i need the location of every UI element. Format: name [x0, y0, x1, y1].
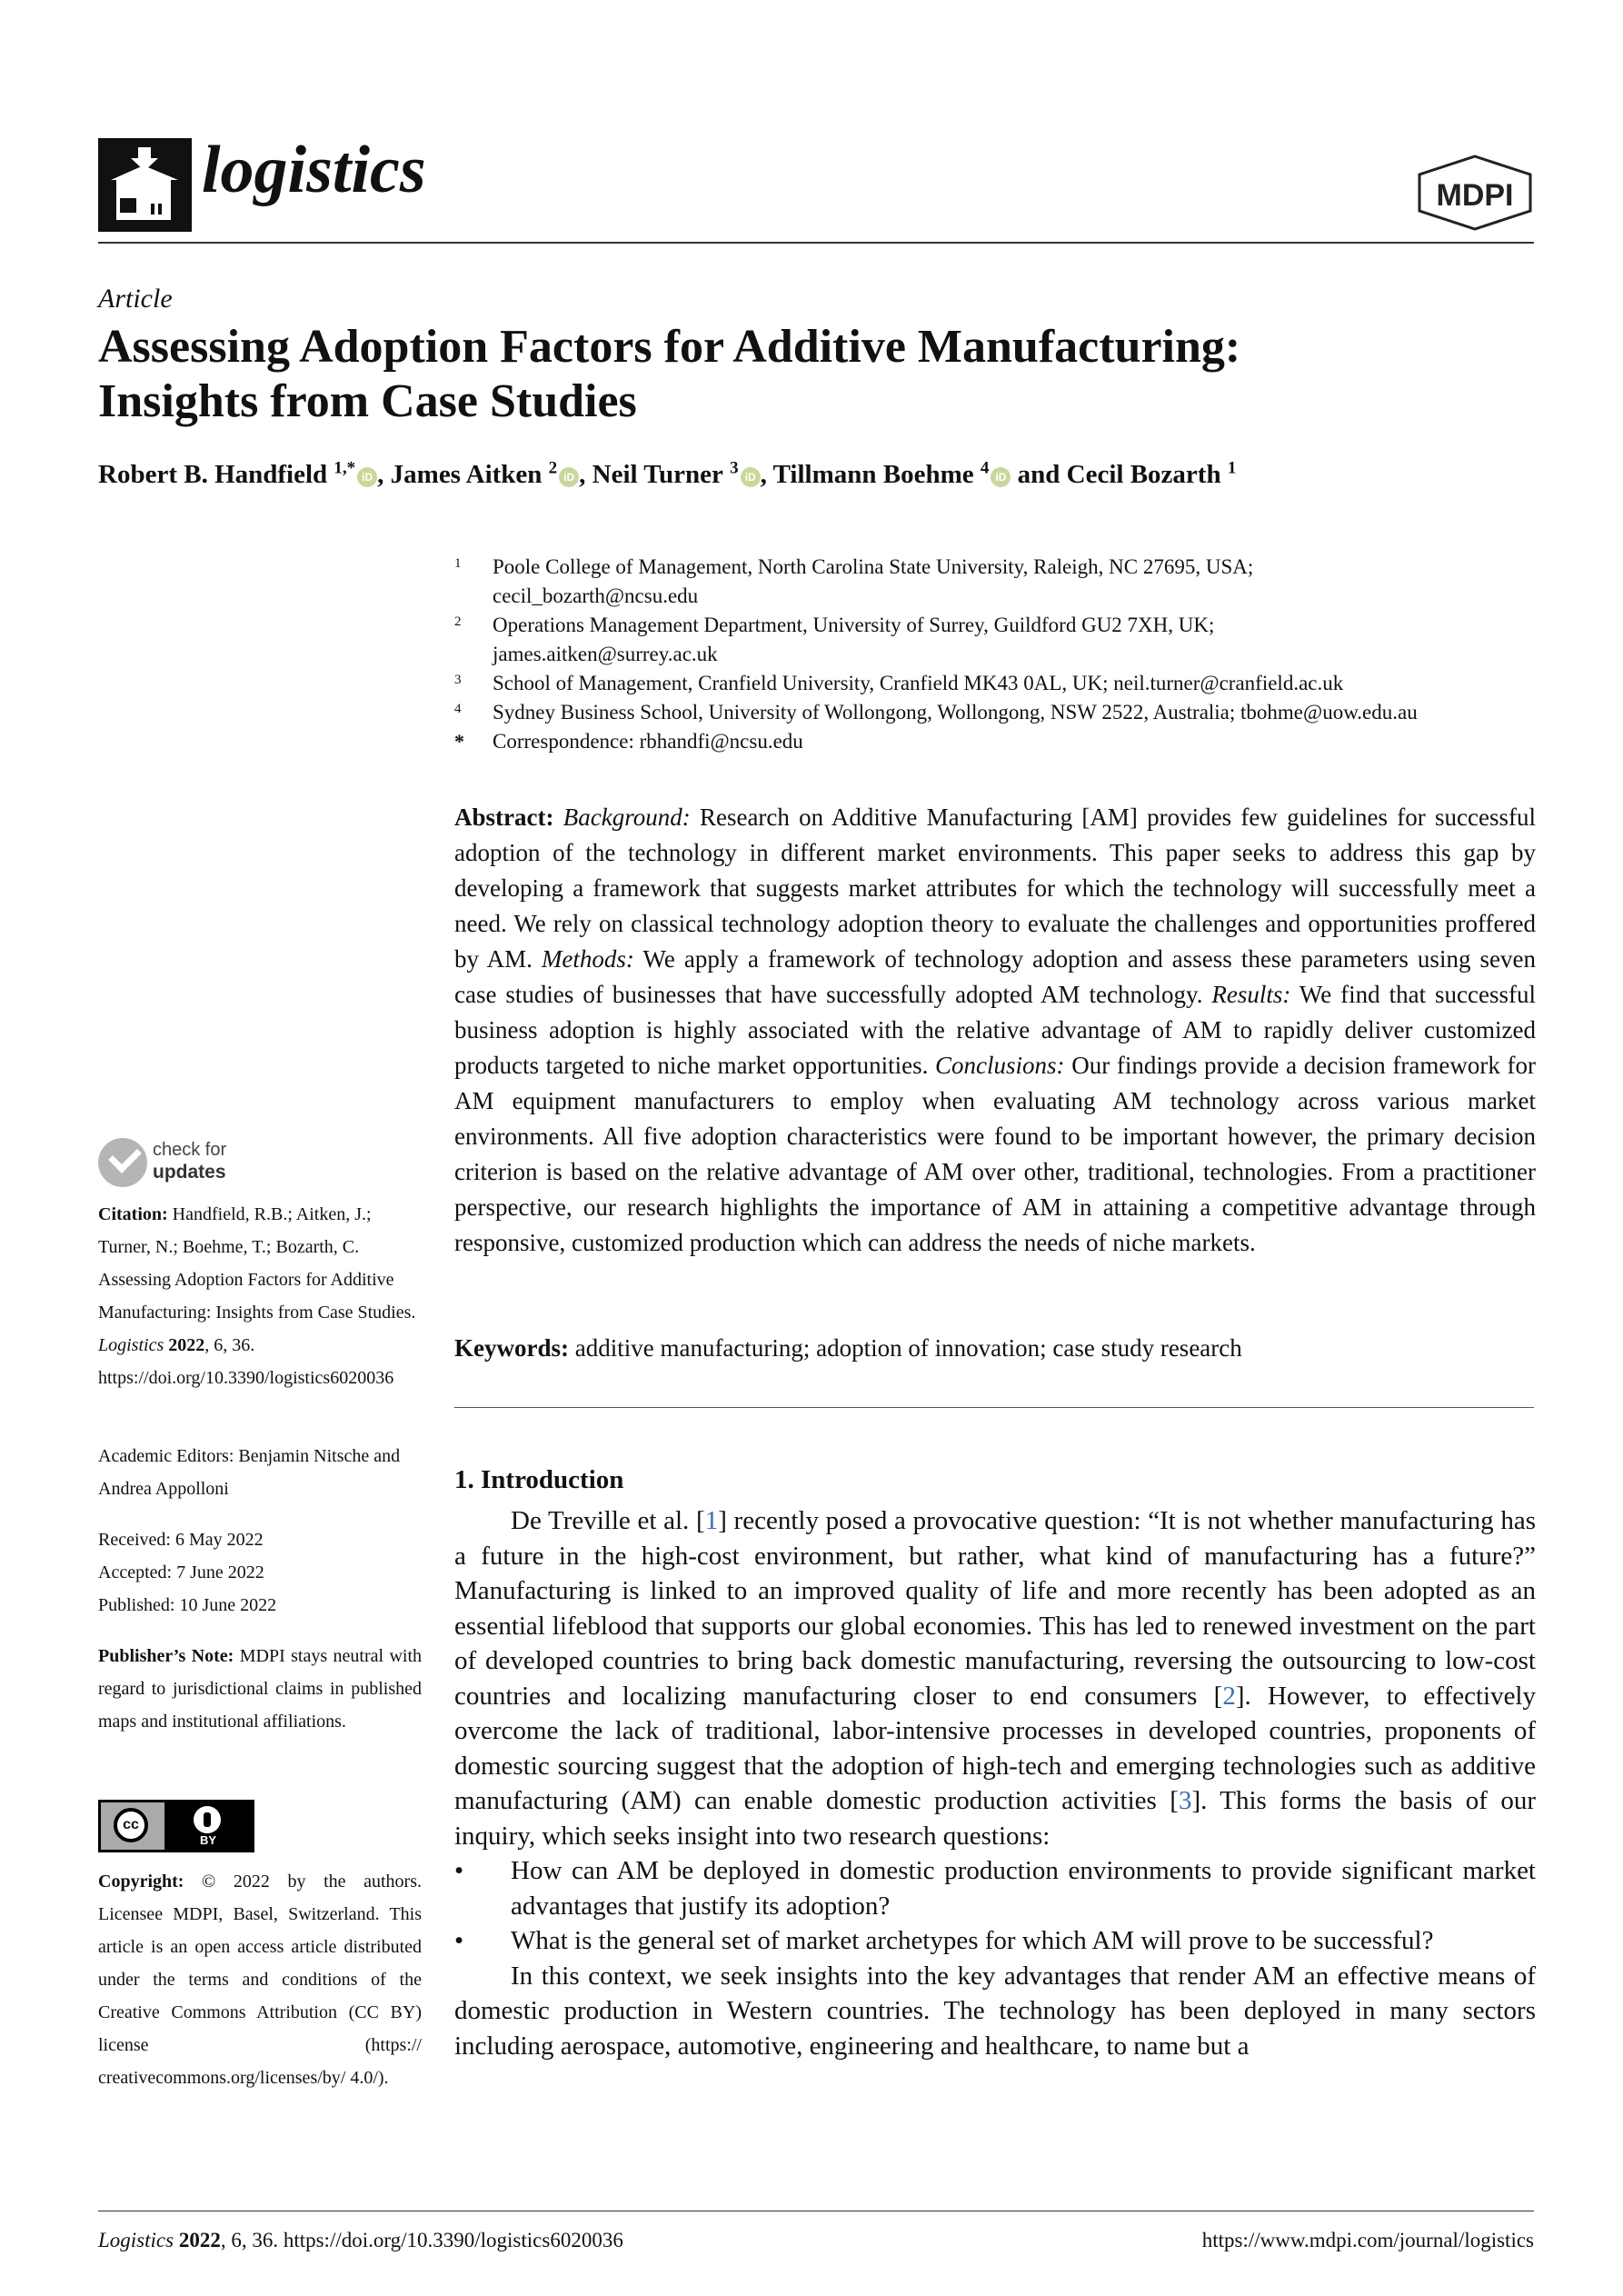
author-name[interactable]: Robert B. Handfield [98, 460, 328, 489]
citation-link[interactable]: 1 [704, 1506, 719, 1535]
affiliation-1: 1 Poole College of Management, North Carolina State University, Raleigh, NC 27695, USA; cecil_bozarth@ncsu.edu [454, 555, 1254, 607]
check-for-updates-badge[interactable]: check for updates [98, 1138, 253, 1191]
author-sup: 4 [980, 458, 990, 478]
mdpi-logo[interactable] [1416, 155, 1534, 231]
author-name[interactable]: Tillmann Boehme [772, 460, 974, 489]
section-rule [454, 1407, 1534, 1408]
affiliation-4: 4 Sydney Business School, University of Wollongong, Wollongong, NSW 2522, Australia; tbohme@uow.edu.au [454, 701, 1418, 724]
orcid-icon[interactable]: iD [991, 467, 1011, 487]
citation-link[interactable]: 3 [1178, 1786, 1192, 1815]
author-sup: 1,* [334, 458, 356, 478]
footer-journal-url[interactable]: https://www.mdpi.com/journal/logistics [1201, 2229, 1534, 2251]
section-heading-introduction: 1. Introduction [454, 1465, 624, 1494]
author-name[interactable]: James Aitken [390, 460, 543, 489]
footer-citation: Logistics 2022, 6, 36. https://doi.org/10.3390/logistics6020036 [98, 2229, 623, 2251]
accepted-date: Accepted: 7 June 2022 [98, 1562, 264, 1582]
author-sup: 3 [730, 458, 739, 478]
author-sup: 1 [1227, 458, 1237, 478]
mdpi-logo-text: MDPI [1436, 178, 1514, 213]
academic-editors: Academic Editors: Benjamin Nitsche and Andrea Appolloni [98, 1446, 401, 1499]
list-item: • How can AM be deployed in domestic production environments to provide significant market advantages that justify its adoption? [454, 1853, 1536, 1923]
attribution-icon [194, 1806, 221, 1833]
citation-block: Citation: Handfield, R.B.; Aitken, J.; Turner, N.; Boehme, T.; Bozarth, C. Assessing Adoption Factors for Additive Manufacturing: Insights from Case Studies. Logistics 2022, 6, 36. https://doi.org/10.3390/logistics6020036 [98, 1204, 416, 1388]
copyright-notice: Copyright: © 2022 by the authors. Licensee MDPI, Basel, Switzerland. This article is an open access article distributed under the terms and conditions of the Creative Commons Attribution (CC BY) license (https:// creativecommons.org/licenses/by/ 4.0/). [98, 1872, 422, 2088]
list-item: • What is the general set of market archetypes for which AM will prove to be successful? [454, 1923, 1536, 1959]
orcid-icon[interactable]: iD [357, 467, 377, 487]
abstract-label: Abstract: [454, 804, 554, 831]
header-rule [98, 242, 1534, 244]
keywords-label: Keywords: [454, 1334, 569, 1362]
author-name[interactable]: Neil Turner [592, 460, 723, 489]
correspondence: * Correspondence: rbhandfi@ncsu.edu [454, 730, 803, 753]
author-list: Robert B. Handfield $^{1,*}$ iD , James Aitken $^2$ iD , Neil Turner $^3$ iD , Tillmann Boehme $^4$ iD and Cecil Bozarth $^1$ [98, 458, 1237, 489]
introduction-body [454, 1503, 1536, 2063]
title-line-1: Assessing Adoption Factors for Additive Manufacturing: [98, 321, 1241, 373]
publication-dates [98, 1523, 422, 1622]
author-sup: 2 [548, 458, 558, 478]
orcid-icon[interactable]: iD [559, 467, 579, 487]
author-name[interactable]: Cecil Bozarth [1066, 460, 1221, 489]
keywords: Keywords: additive manufacturing; adoption of innovation; case study research [454, 1334, 1242, 1362]
title-line-2: Insights from Case Studies [98, 375, 637, 427]
intro-paragraph-2: In this context, we seek insights into the key advantages that render AM an effective means of domestic production in Western countries. The technology has been deployed in many sectors including aerospace, automotive, engineering and healthcare, to name but a [454, 1961, 1536, 2061]
cc-icon: cc [114, 1808, 148, 1842]
orcid-icon[interactable]: iD [741, 467, 761, 487]
journal-name: logistics [202, 133, 426, 207]
research-questions [454, 1853, 1536, 1959]
citation-doi[interactable]: 36. https://doi.org/10.3390/logistics6020036 [98, 1335, 394, 1388]
published-date: Published: 10 June 2022 [98, 1595, 277, 1615]
journal-logo-icon [98, 138, 192, 232]
article-type: Article [98, 284, 173, 314]
cc-by-license-badge[interactable]: cc BY [98, 1800, 254, 1852]
citation-link[interactable]: 2 [1222, 1681, 1236, 1711]
intro-paragraph-1: De Treville et al. [1] recently posed a provocative question: “It is not whether manufacturing has a future in the high-cost environment, but rather, what kind of manufacturing has a future?” Manufacturing is linked to an improved quality of life and more recently has been adopted as an essential lifeblood that supports our global economies. This has led to renewed investment on the part of developed countries to bring back domestic manufacturing, reversing the outsourcing to low-cost countries and localizing manufacturing closer to end consumers [2]. However, to effectively overcome the lack of traditional, labor-intensive processes in developed countries, proponents of domestic sourcing suggest that the adoption of high-tech and emerging technologies such as additive manufacturing (AM) can enable domestic production activities [3]. This forms the basis of our inquiry, which seeks insight into two research questions: [454, 1506, 1537, 1851]
affiliation-3: 3 School of Management, Cranfield University, Cranfield MK43 0AL, UK; neil.turner@cranfield.ac.uk [454, 672, 1344, 694]
affiliations [454, 553, 1536, 756]
received-date: Received: 6 May 2022 [98, 1530, 264, 1550]
check-icon [98, 1138, 147, 1187]
article-title [98, 320, 1516, 429]
publishers-note: Publisher’s Note: MDPI stays neutral with regard to jurisdictional claims in published maps and institutional affiliations. [98, 1646, 422, 1732]
abstract: Abstract: Background: Research on Additive Manufacturing [AM] provides few guidelines for successful adoption of the technology in different market environments. This paper seeks to address this gap by developing a framework that suggests market attributes for which the technology will successfully meet a need. We rely on classical technology adoption theory to evaluate the challenges and opportunities proffered by AM. Methods: We apply a framework of technology adoption and assess these parameters using seven case studies of businesses that have successfully adopted AM technology. Results: We find that successful business adoption is highly associated with the relative advantage of AM to rapidly deliver customized products targeted to niche market opportunities. Conclusions: Our findings provide a decision framework for AM equipment manufacturers to employ when evaluating AM technology across various market environments. All five adoption characteristics were found to be important however, the primary decision criterion is based on the relative advantage of AM over other, traditional, technologies. From a practitioner perspective, our research highlights the importance of AM in attaining a competitive advantage through responsive, customized production which can address the needs of niche markets. [454, 804, 1537, 1256]
affiliation-2: 2 Operations Management Department, University of Surrey, Guildford GU2 7XH, UK; james.aitken@surrey.ac.uk [454, 614, 1215, 665]
